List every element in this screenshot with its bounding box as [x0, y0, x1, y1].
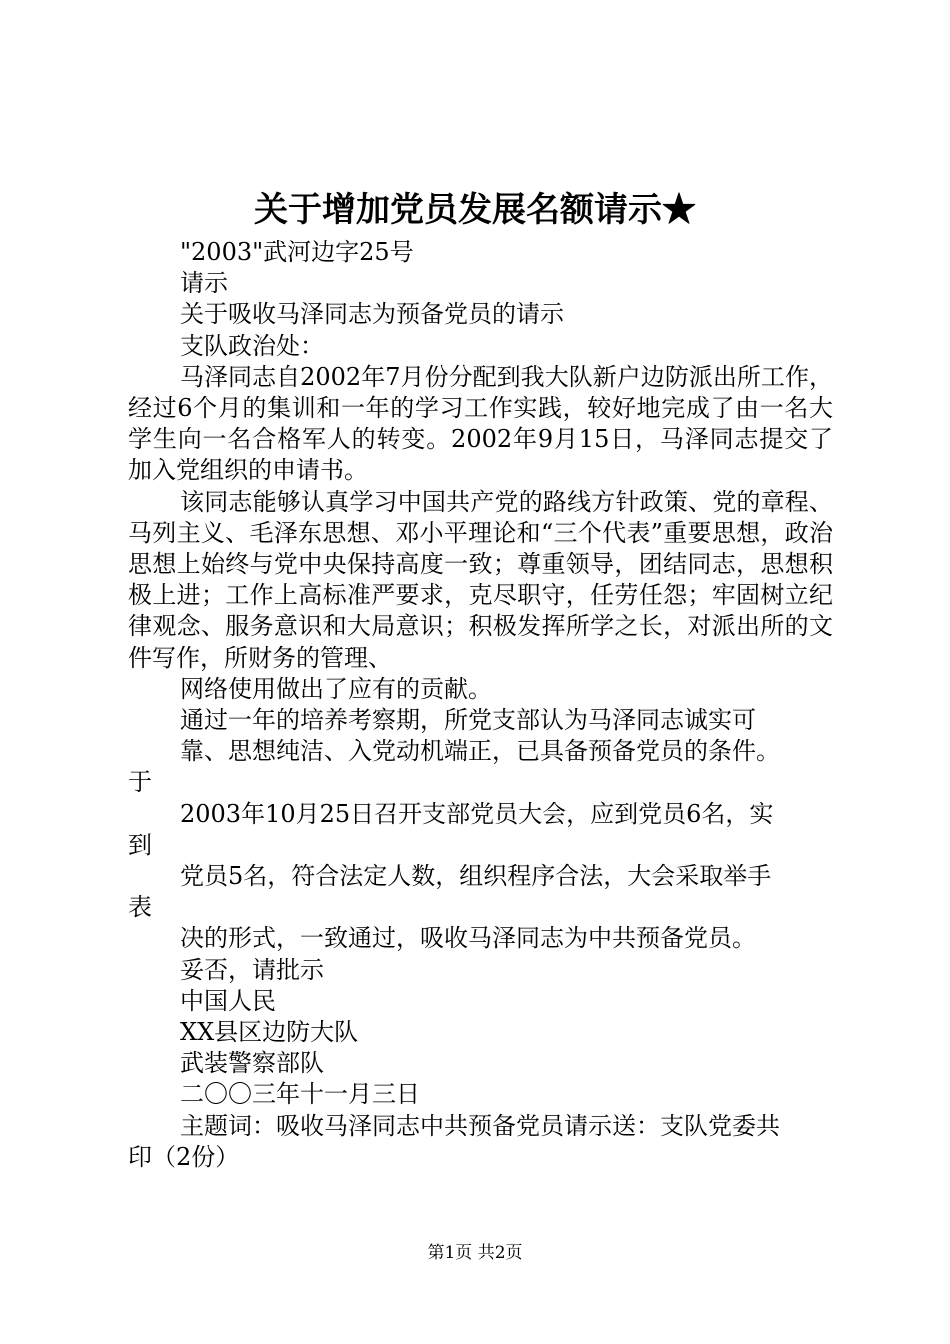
- signature-line-2: XX县区边防大队: [180, 1018, 359, 1047]
- request-label: 请示: [180, 269, 228, 298]
- paragraph-3-wrap-3: 表: [128, 893, 152, 922]
- paragraph-3-line-3: 2003年10月25日召开支部党员大会，应到党员6名，实: [180, 799, 774, 828]
- addressee: 支队政治处：: [180, 331, 324, 360]
- document-body: [128, 237, 833, 1173]
- paragraph-3-wrap-2: 到: [128, 830, 152, 859]
- document-date: 二〇〇三年十一月三日: [180, 1080, 420, 1109]
- paragraph-1: 马泽同志自2002年7月份分配到我大队新户边防派出所工作，经过6个月的集训和一年的学习工作实践，较好地完成了由一名大学生向一名合格军人的转变。2002年9月15日，马泽同志提交了加入党组织的申请书。: [128, 362, 833, 485]
- request-subject: 关于吸收马泽同志为预备党员的请示: [180, 300, 564, 329]
- closing-line: 妥否，请批示: [180, 955, 324, 984]
- paragraph-3-line-5: 决的形式，一致通过，吸收马泽同志为中共预备党员。: [180, 924, 756, 953]
- signature-line-3: 武装警察部队: [180, 1049, 324, 1078]
- document-title: 关于增加党员发展名额请示★: [254, 190, 696, 230]
- paragraph-3-line-1: 通过一年的培养考察期，所党支部认为马泽同志诚实可: [180, 706, 756, 735]
- paragraph-3-line-4: 党员5名，符合法定人数，组织程序合法，大会采取举手: [180, 862, 772, 891]
- paragraph-2: 该同志能够认真学习中国共产党的路线方针政策、党的章程、马列主义、毛泽东思想、邓小平理论和“三个代表”重要思想，政治思想上始终与党中央保持高度一致；尊重领导，团结同志，思想积极上进；工作上高标准严要求，克尽职守，任劳任怨；牢固树立纪律观念、服务意识和大局意识；积极发挥所学之长，对派出所的文件写作，所财务的管理、: [128, 487, 833, 672]
- paragraph-3-line-2: 靠、思想纯洁、入党动机端正，已具备预备党员的条件。: [180, 737, 780, 766]
- keywords-wrap: 印（2份）: [128, 1142, 240, 1171]
- doc-number: "2003"武河边字25号: [180, 238, 414, 266]
- paragraph-2-continued: 网络使用做出了应有的贡献。: [180, 674, 492, 703]
- page-footer: 第1页 共2页: [427, 1243, 523, 1263]
- paragraph-3-wrap-1: 于: [128, 768, 152, 797]
- signature-line-1: 中国人民: [180, 986, 276, 1015]
- keywords-line: 主题词：吸收马泽同志中共预备党员请示送：支队党委共: [180, 1111, 780, 1140]
